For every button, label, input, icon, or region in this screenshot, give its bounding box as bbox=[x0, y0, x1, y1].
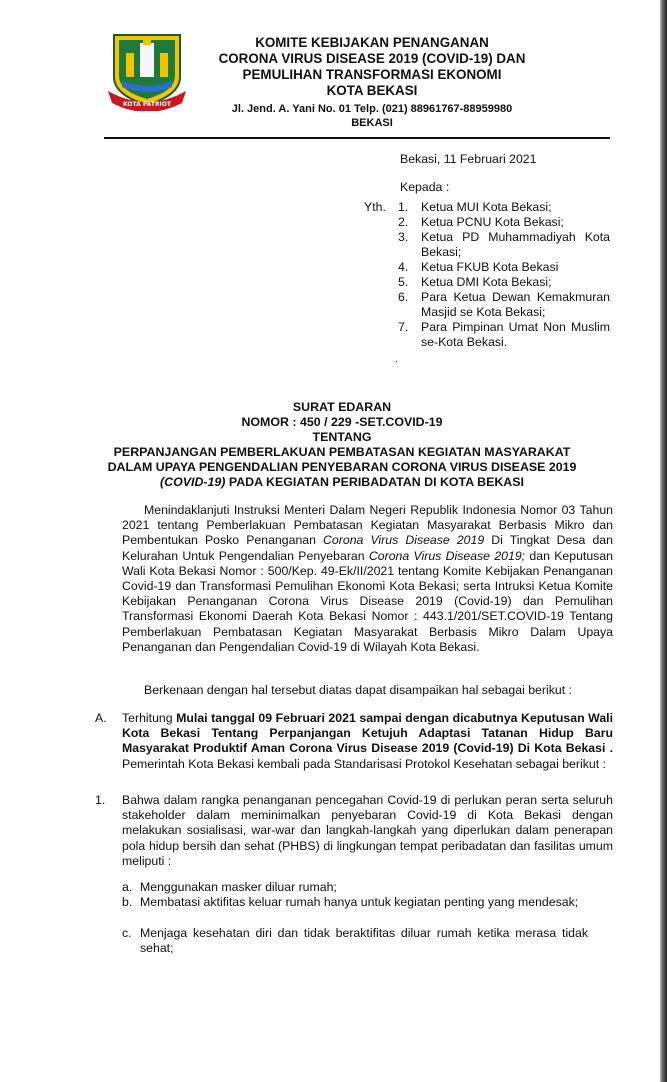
letterhead bbox=[196, 35, 548, 130]
document-type: SURAT EDARAN bbox=[292, 400, 392, 414]
letterhead-rule bbox=[104, 137, 610, 139]
kota-bekasi-logo bbox=[106, 33, 188, 111]
intro-paragraph: Menindaklanjuti Instruksi Menteri Dalam Negeri Republik Indonesia Nomor 03 Tahun 2021 tentang Pemberlakuan Pembatasan Kegiatan Masyarakat Berbasis Mikro dan Pembentukan Posko Penanganan Corona Virus Disease 2019 Di Tingkat Desa dan Kelurahan Untuk Pengendalian Penyebaran Corona Virus Disease 2019; dan Keputusan Wali Kota Bekasi Nomor : 500/Kep. 49-Ek/II/2021 tentang Komite Kebijakan Penanganan Covid-19 dan Transformasi Pemulihan Ekonomi Kota Bekasi; serta Intruksi Ketua Komite Kebijakan Penanganan Corona Virus Disease 2019 (Covid-19) dan Pemulihan Transformasi Ekonomi Daerah Kota Bekasi Nomor : 443.1/201/SET.COVID-19 Tentang Pemberlakuan Pembatasan Kegiatan Masyarakat Berbasis Mikro Dalam Upaya Penanganan dan Pengendalian Covid-19 di Wilayah Kota Bekasi. bbox=[122, 503, 613, 654]
list-item: 4. Ketua FKUB Kota Bekasi bbox=[398, 260, 559, 274]
subitem-c: c. Menjaga kesehatan diri dan tidak beraktifitas diluar rumah ketika merasa tidak sehat; bbox=[122, 926, 588, 956]
document-number: NOMOR : 450 / 229 -SET.COVID-19 bbox=[241, 415, 443, 429]
transition-paragraph: Berkenaan dengan hal tersebut diatas dapat disampaikan hal sebagai berikut : bbox=[144, 683, 572, 697]
document-title-block bbox=[84, 400, 600, 490]
kepada-label: Kepada : bbox=[400, 180, 450, 194]
tentang-label: TENTANG bbox=[312, 430, 372, 444]
list-item: 3. Ketua PD Muhammadiyah Kota Bekasi; bbox=[398, 230, 610, 259]
subject-line-3: (COVID-19) PADA KEGIATAN PERIBADATAN DI KOTA BEKASI bbox=[160, 475, 524, 489]
letterhead-line-4: KOTA BEKASI bbox=[326, 83, 418, 98]
list-item: 1. Ketua MUI Kota Bekasi; bbox=[398, 200, 552, 214]
letterhead-line-1: KOMITE KEBIJAKAN PENANGANAN bbox=[255, 35, 489, 50]
section-a: A. Terhitung Mulai tanggal 09 Februari 2021 sampai dengan dicabutnya Keputusan Wali Kota Bekasi Tentang Perpanjangan Ketujuh Adaptasi Tatanan Hidup Baru Masyarakat Produktif Aman Corona Virus Disease 2019 (Covid-19) Di Kota Bekasi . Pemerintah Kota Bekasi kembali pada Standarisasi Protokol Kesehatan sebagai berikut : bbox=[95, 711, 613, 771]
letterhead-address: Jl. Jend. A. Yani No. 01 Telp. (021) 88961767-88959980 bbox=[231, 103, 513, 115]
subject-line-1: PERPANJANGAN PEMBERLAKUAN PEMBATASAN KEGIATAN MASYARAKAT bbox=[113, 445, 571, 459]
subitem-b: b. Membatasi aktifitas keluar rumah hanya untuk kegiatan penting yang mendesak; bbox=[122, 895, 579, 909]
list-item: 2. Ketua PCNU Kota Bekasi; bbox=[398, 215, 564, 229]
stray-dot: . bbox=[395, 354, 398, 365]
subject-line-2: DALAM UPAYA PENGENDALIAN PENYEBARAN CORONA VIRUS DISEASE 2019 bbox=[107, 460, 577, 474]
letterhead-city: BEKASI bbox=[351, 117, 393, 129]
recipient-list bbox=[398, 200, 610, 350]
yth-label: Yth. bbox=[364, 200, 386, 214]
point-1: 1. Bahwa dalam rangka penanganan pencegahan Covid-19 di perlukan peran serta seluruh stakeholder dalam meminimalkan penyebaran Covid-19 di Kota Bekasi dengan melakukan sosialisasi, war-war dan langkah-langkah yang diperlukan dalam penerapan pola hidup bersih dan sehat (PHBS) di lingkungan tempat peribadatan dan fasilitas umum meliputi : bbox=[95, 793, 613, 868]
scan-shadow-edge bbox=[660, 0, 667, 1082]
letterhead-line-2: CORONA VIRUS DISEASE 2019 (COVID-19) DAN bbox=[218, 51, 526, 66]
logo-ribbon-text: KOTA PATRIOT bbox=[122, 101, 172, 108]
list-item: 7. Para Pimpinan Umat Non Muslim se-Kota Bekasi. bbox=[398, 320, 610, 349]
list-item: 6. Para Ketua Dewan Kemakmuran Masjid se Kota Bekasi; bbox=[398, 290, 610, 319]
list-item: 5. Ketua DMI Kota Bekasi; bbox=[398, 275, 552, 289]
letter-date: Bekasi, 11 Februari 2021 bbox=[400, 152, 537, 166]
subitem-a: a. Menggunakan masker diluar rumah; bbox=[122, 880, 337, 894]
letterhead-line-3: PEMULIHAN TRANSFORMASI EKONOMI bbox=[242, 67, 502, 82]
